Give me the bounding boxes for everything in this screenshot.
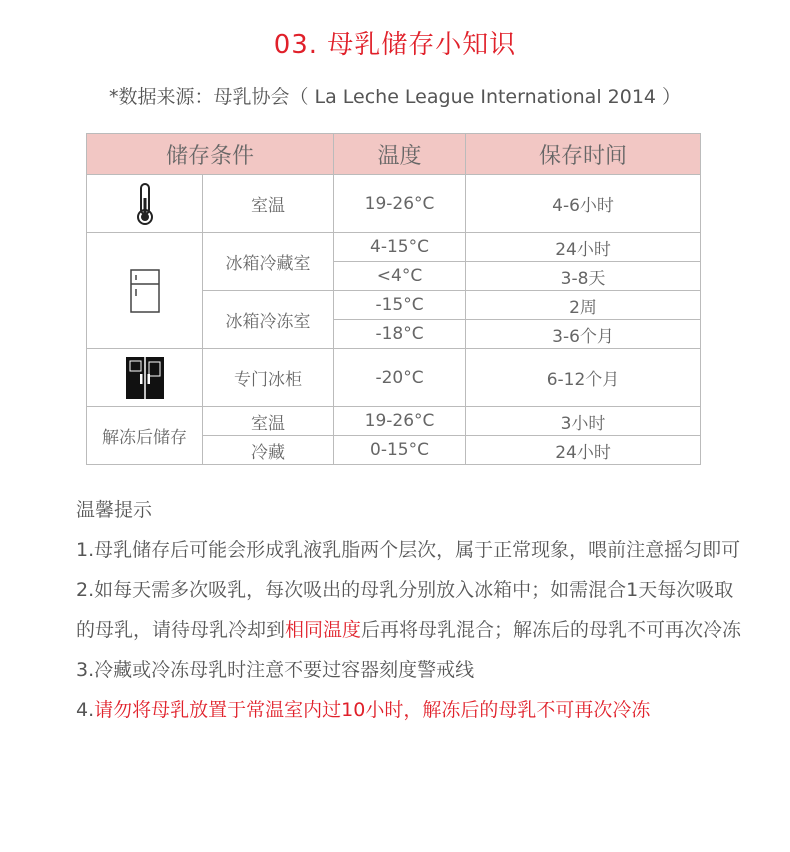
- fridge-cold-temp-1: 4-15°C: [334, 233, 466, 262]
- storage-table: [86, 133, 701, 465]
- tip-1: 1.母乳储存后可能会形成乳液乳脂两个层次，属于正常现象，喂前注意摇匀即可: [76, 539, 741, 561]
- tip-4-text: 请勿将母乳放置于常温室内过10小时，解冻后的母乳不可再次冷冻: [94, 699, 651, 721]
- page-title: 03. 母乳储存小知识: [273, 30, 517, 60]
- tip-2: [76, 570, 746, 650]
- freezer-icon: [87, 349, 203, 407]
- thaw-room-label: 室温: [203, 407, 334, 436]
- thermometer-icon: [87, 175, 203, 233]
- fridge-cold-time-1: 24小时: [466, 233, 701, 262]
- freezer-label: 专门冰柜: [203, 349, 334, 407]
- thaw-cold-temp: 0-15°C: [334, 436, 466, 465]
- tip-2-part-b: 后再将母乳混合；解冻后的母乳不可再次冷冻: [361, 619, 742, 641]
- table-row: [87, 175, 701, 233]
- header-temperature: 温度: [334, 134, 466, 175]
- tip-4: [76, 690, 746, 730]
- thaw-label: 解冻后储存: [87, 407, 203, 465]
- freezer-time: 6-12个月: [466, 349, 701, 407]
- header-condition: 储存条件: [87, 134, 334, 175]
- fridge-icon: [87, 233, 203, 349]
- fridge-cold-time-2: 3-8天: [466, 262, 701, 291]
- fridge-cold-label: 冰箱冷藏室: [203, 233, 334, 291]
- header-duration: 保存时间: [466, 134, 701, 175]
- table-row: [87, 407, 701, 436]
- table-header-row: [87, 134, 701, 175]
- fridge-freeze-label: 冰箱冷冻室: [203, 291, 334, 349]
- tips-section: [76, 490, 746, 730]
- tip-2-part-a: 2.如每天需多次吸乳，每次吸出的母乳分别放入冰箱中；如需混合1天每次吸取的母乳，请待母乳冷却到: [76, 579, 734, 641]
- freezer-temp: -20°C: [334, 349, 466, 407]
- thaw-cold-time: 24小时: [466, 436, 701, 465]
- tips-heading: 温馨提示: [76, 499, 153, 521]
- table-row: [87, 349, 701, 407]
- tip-3: 3.冷藏或冷冻母乳时注意不要过容器刻度警戒线: [76, 659, 475, 681]
- fridge-freeze-temp-1: -15°C: [334, 291, 466, 320]
- room-temp: 19-26°C: [334, 175, 466, 233]
- fridge-freeze-temp-2: -18°C: [334, 320, 466, 349]
- tip-4-number: 4.: [76, 699, 95, 721]
- tip-2-highlight: 相同温度: [285, 619, 362, 641]
- thaw-cold-label: 冷藏: [203, 436, 334, 465]
- data-source-note: *数据来源：母乳协会（ La Leche League International 2014 ）: [108, 86, 682, 108]
- fridge-cold-temp-2: <4°C: [334, 262, 466, 291]
- thaw-room-temp: 19-26°C: [334, 407, 466, 436]
- fridge-freeze-time-1: 2周: [466, 291, 701, 320]
- fridge-freeze-time-2: 3-6个月: [466, 320, 701, 349]
- room-label: 室温: [203, 175, 334, 233]
- thaw-room-time: 3小时: [466, 407, 701, 436]
- room-time: 4-6小时: [466, 175, 701, 233]
- table-row: [87, 233, 701, 262]
